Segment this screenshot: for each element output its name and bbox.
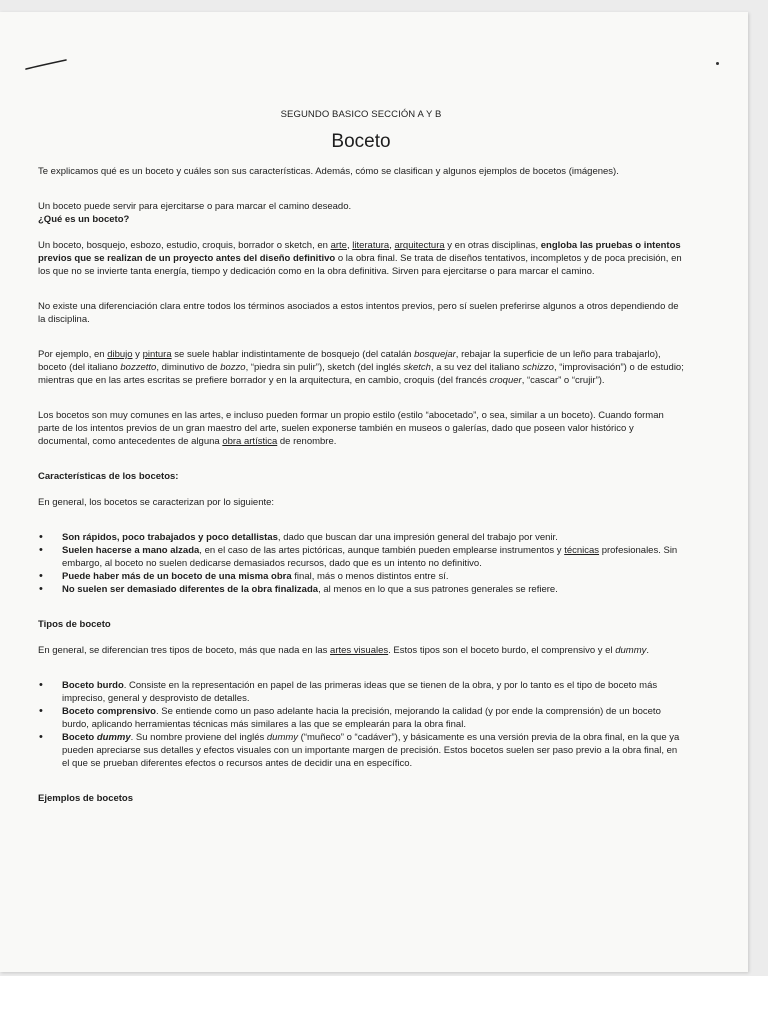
- list-item: • Son rápidos, poco trabajados y poco detallistas, dado que buscan dar una impresión general del trabajo por venir.: [62, 531, 684, 544]
- list-item: • Boceto dummy. Su nombre proviene del inglés dummy (“muñeco” o “cadáver”), y básicamente es una versión previa de la obra final, en la que ya pueden apreciarse sus detalles y efectos visuales con un importante margen de precisión. Estos bocetos suelen ser paso previo a la obra final, en el que se prueban diferentes efectos o recursos antes de decidir una en específico.: [62, 731, 684, 770]
- link-pintura[interactable]: pintura: [142, 349, 172, 360]
- definition-paragraph: Un boceto, bosquejo, esbozo, estudio, croquis, borrador o sketch, en arte, literatura, arquitectura y en otras disciplinas, engloba las pruebas o intentos previos que se realizan de un proyecto antes del diseño definitivo o la obra final. Se trata de diseños tentativos, incompletos y de poca precisión, en los que no se invierte tanta energía, tiempo y dedicación como en la obra definitiva. Sirven para ejercitarse o para marcar el camino.: [38, 240, 682, 277]
- characteristics-list: [38, 531, 684, 596]
- link-tecnicas[interactable]: técnicas: [564, 545, 600, 556]
- types-heading: Tipos de boceto: [38, 619, 111, 630]
- scanned-page: [0, 12, 748, 972]
- no-difference-paragraph: No existe una diferenciación clara entre todos los términos asociados a estos intentos previos, pero sí suelen preferirse algunos a otros dependiendo de la disciplina.: [38, 301, 679, 325]
- list-item: • Puede haber más de un boceto de una misma obra final, más o menos distintos entre sí.: [62, 570, 684, 583]
- list-item: • Suelen hacerse a mano alzada, en el caso de las artes pictóricas, aunque también pueden emplearse instrumentos y técnicas profesionales. Sin embargo, al boceto no suelen dedicarse demasiados recursos, dado que es un intento no definitivo.: [62, 544, 684, 570]
- types-list: [38, 679, 684, 770]
- example-paragraph: Por ejemplo, en dibujo y pintura se suele hablar indistintamente de bosquejo (del catalán bosquejar, rebajar la superficie de un leño para trabajarlo), boceto (del italiano bozzetto, diminutivo de bozzo, “piedra sin pulir”), sketch (del inglés sketch, a su vez del italiano schizzo, “improvisación”) o de estudio; mientras que en las artes escritas se prefiere borrador y en la arquitectura, en cambio, croquis (del francés croquer, “cascar” o “crujir”).: [38, 349, 684, 386]
- characteristics-intro: En general, los bocetos se caracterizan por lo siguiente:: [38, 497, 275, 508]
- document-body: [38, 108, 684, 805]
- link-artes-visuales[interactable]: artes visuales: [330, 645, 389, 656]
- link-dibujo[interactable]: dibujo: [107, 349, 133, 360]
- characteristics-heading: Características de los bocetos:: [38, 471, 179, 482]
- scan-bottom-margin: [0, 976, 768, 1024]
- speck-mark: [716, 62, 719, 65]
- link-literatura[interactable]: literatura: [352, 240, 390, 251]
- list-item: • Boceto comprensivo. Se entiende como un paso adelante hacia la precisión, mejorando la calidad (y por ende la comprensión) de un boceto burdo, aplicando herramientas técnicas más similares a las que se emplearán para la obra final.: [62, 705, 684, 731]
- exercise-sentence: Un boceto puede servir para ejercitarse o para marcar el camino deseado.: [38, 201, 352, 212]
- course-header: SEGUNDO BASICO SECCIÓN A Y B: [280, 109, 442, 120]
- list-item: • No suelen ser demasiado diferentes de la obra finalizada, al menos en lo que a sus patrones generales se refiere.: [62, 583, 684, 596]
- intro-paragraph: Te explicamos qué es un boceto y cuáles son sus características. Además, cómo se clasifican y algunos ejemplos de bocetos (imágenes).: [38, 166, 619, 177]
- what-is-heading: ¿Qué es un boceto?: [38, 214, 130, 225]
- examples-heading: Ejemplos de bocetos: [38, 793, 134, 804]
- list-item: • Boceto burdo. Consiste en la representación en papel de las primeras ideas que se tienen de la obra, y por lo tanto es el tipo de boceto más impreciso, general y desprovisto de detalles.: [62, 679, 684, 705]
- common-paragraph: Los bocetos son muy comunes en las artes, e incluso pueden formar un propio estilo (estilo “abocetado”, o sea, similar a un boceto). Cuando forman parte de los intentos previos de un gran maestro del arte, suelen exponerse también en museos o galerías, dado que poseen valor histórico y documental, como antecedentes de alguna obra artística de renombre.: [38, 410, 664, 447]
- link-obra-artistica[interactable]: obra artística: [222, 436, 278, 447]
- page-title: Boceto: [331, 131, 391, 152]
- pen-stroke-mark: [24, 58, 68, 72]
- link-arquitectura[interactable]: arquitectura: [394, 240, 445, 251]
- types-intro: En general, se diferencian tres tipos de boceto, más que nada en las artes visuales. Estos tipos son el boceto burdo, el comprensivo y el dummy.: [38, 645, 650, 656]
- link-arte[interactable]: arte: [330, 240, 347, 251]
